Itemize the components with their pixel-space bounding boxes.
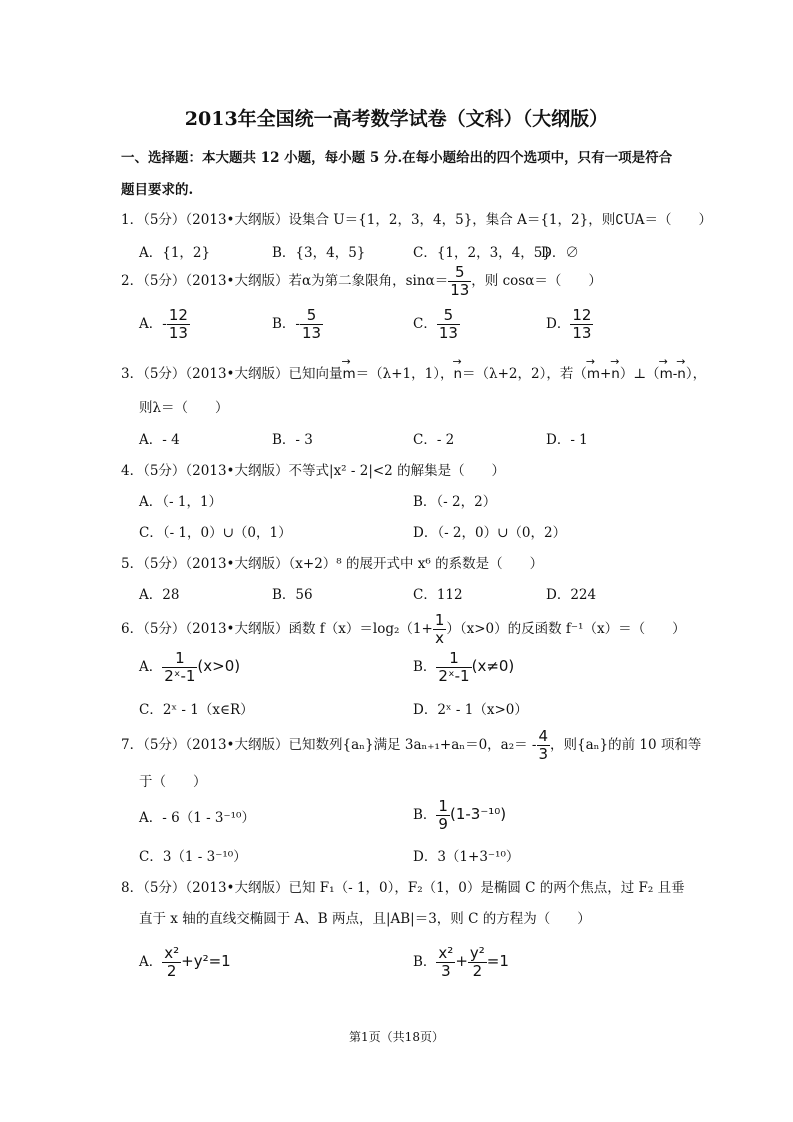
q1-option-c: C．{1，2，3，4，5} [413, 245, 551, 261]
question-number: 1． [121, 212, 144, 228]
question-tag: （5分）（2013•大纲版） [143, 880, 289, 896]
question-4 [121, 459, 505, 479]
q7-option-b: B． $\frac{1}{9}$ (1-3⁻¹⁰) [413, 797, 507, 833]
question-5 [121, 552, 543, 572]
question-3-line2: 则λ＝（ ） [139, 400, 229, 416]
question-text: 设集合 U＝{1，2，3，4，5}，集合 A＝{1，2}，则∁UA＝（ ） [288, 212, 713, 228]
q6-option-c: C．2ˣ - 1（x∈R） [139, 702, 254, 718]
question-tag: （5分）（2013•大纲版） [143, 556, 289, 572]
question-text: 已知 F₁（- 1，0），F₂（1，0）是椭圆 C 的两个焦点，过 F₂ 且垂 [288, 880, 685, 896]
section-heading-line1: 一、选择题：本大题共 12 小题，每小题 5 分.在每小题给出的四个选项中，只有一项是符合 [121, 150, 673, 166]
q3-option-a: A．- 4 [139, 432, 180, 448]
question-3: 3．（5分）（2013•大纲版）已知向量→ m＝（λ+1，1），→ n＝（λ+2，2），若（→ m+→ n）⊥（→ m-→ n）， [121, 362, 706, 382]
question-text-tail: ，则 cosα＝（ ） [471, 273, 602, 289]
q5-option-b: B．56 [272, 587, 313, 603]
q4-option-b: B．（- 2，2） [413, 494, 497, 510]
q4-option-a: A．（- 1，1） [139, 494, 223, 510]
fraction: $\frac{1}{x}$ [434, 611, 445, 647]
question-number: 7． [121, 737, 144, 753]
q2-option-c: C． $\frac{5}{13}$ [413, 306, 458, 342]
question-8-line2: 直于 x 轴的直线交椭圆于 A、B 两点，且|AB|＝3，则 C 的方程为（ ） [139, 911, 591, 927]
question-1 [121, 208, 712, 228]
q7-option-d: D．3（1+3⁻¹⁰） [413, 849, 520, 865]
question-text: 不等式|x² - 2|<2 的解集是（ ） [288, 463, 506, 479]
question-number: 4． [121, 463, 144, 479]
question-number: 5． [121, 556, 144, 572]
fraction: $\frac{4}{3}$ [538, 727, 549, 763]
q8-option-b: B． $\frac{\text{x²}}{3}$ + $\frac{\text{y²}}{2}$ =1 [413, 944, 509, 980]
q3-option-b: B．- 3 [272, 432, 313, 448]
question-tag: （5分）（2013•大纲版） [143, 737, 289, 753]
fraction: $\frac{5}{13}$ [450, 263, 470, 299]
q6-option-b: B． $\frac{1}{\text{2ˣ-1}}$ (x≠0) [413, 649, 515, 685]
q1-option-b: B．{3，4，5} [272, 245, 366, 261]
q7-option-a: A．- 6（1 - 3⁻¹⁰） [139, 810, 255, 826]
question-tag: （5分）（2013•大纲版） [143, 463, 289, 479]
question-text: 若α为第二象限角，sinα＝ [288, 273, 449, 289]
q4-option-c: C．（- 1，0）∪（0，1） [139, 525, 292, 541]
q3-option-d: D．- 1 [546, 432, 588, 448]
vector-n: → n [453, 366, 462, 382]
question-tag: （5分）（2013•大纲版） [143, 273, 289, 289]
vector-m: → m [343, 366, 356, 382]
question-7-line2: 于（ ） [139, 774, 207, 790]
q2-option-a: A．- $\frac{12}{13}$ [139, 306, 188, 342]
q2-option-d: D． $\frac{12}{13}$ [546, 306, 592, 342]
question-tag: （5分）（2013•大纲版） [143, 621, 289, 637]
question-8 [121, 876, 685, 896]
page-footer: 第1页（共18页） [349, 1030, 444, 1044]
q2-option-b: B．- $\frac{5}{13}$ [272, 306, 322, 342]
q5-option-a: A．28 [139, 587, 180, 603]
q5-option-d: D．224 [546, 587, 597, 603]
q7-option-c: C．3（1 - 3⁻¹⁰） [139, 849, 247, 865]
q1-option-d: D．∅ [541, 245, 579, 261]
page-title: 2013年全国统一高考数学试卷（文科）（大纲版） [184, 108, 609, 130]
q6-option-a: A． $\frac{1}{\text{2ˣ-1}}$ (x>0) [139, 649, 241, 685]
question-2 [121, 264, 602, 299]
question-number: 2． [121, 273, 144, 289]
q5-option-c: C．112 [413, 587, 463, 603]
question-tag: （5分）（2013•大纲版） [143, 212, 289, 228]
question-number: 8． [121, 880, 144, 896]
q4-option-d: D．（- 2，0）∪（0，2） [413, 525, 567, 541]
q3-option-c: C．- 2 [413, 432, 455, 448]
q8-option-a: A． $\frac{\text{x²}}{2}$ +y²=1 [139, 944, 231, 980]
question-7: 7．（5分）（2013•大纲版）已知数列{aₙ}满足 3aₙ₊₁+aₙ＝0，a₂＝ - $\frac{4}{3}$ ，则{aₙ}的前 10 项和等 [121, 727, 702, 763]
question-6: 6．（5分）（2013•大纲版）函数 f（x）＝log₂（1+ $\frac{1}{x}$ ）（x>0）的反函数 f⁻¹（x）＝（ ） [121, 611, 686, 647]
section-heading-line2: 题目要求的. [121, 182, 194, 198]
question-tag: （5分）（2013•大纲版） [143, 366, 289, 382]
q1-option-a: A．{1，2} [139, 245, 211, 261]
q6-option-d: D．2ˣ - 1（x>0） [413, 702, 528, 718]
question-number: 3． [121, 366, 144, 382]
question-text: （x+2）⁸ 的展开式中 x⁶ 的系数是（ ） [288, 556, 544, 572]
question-number: 6． [121, 621, 144, 637]
